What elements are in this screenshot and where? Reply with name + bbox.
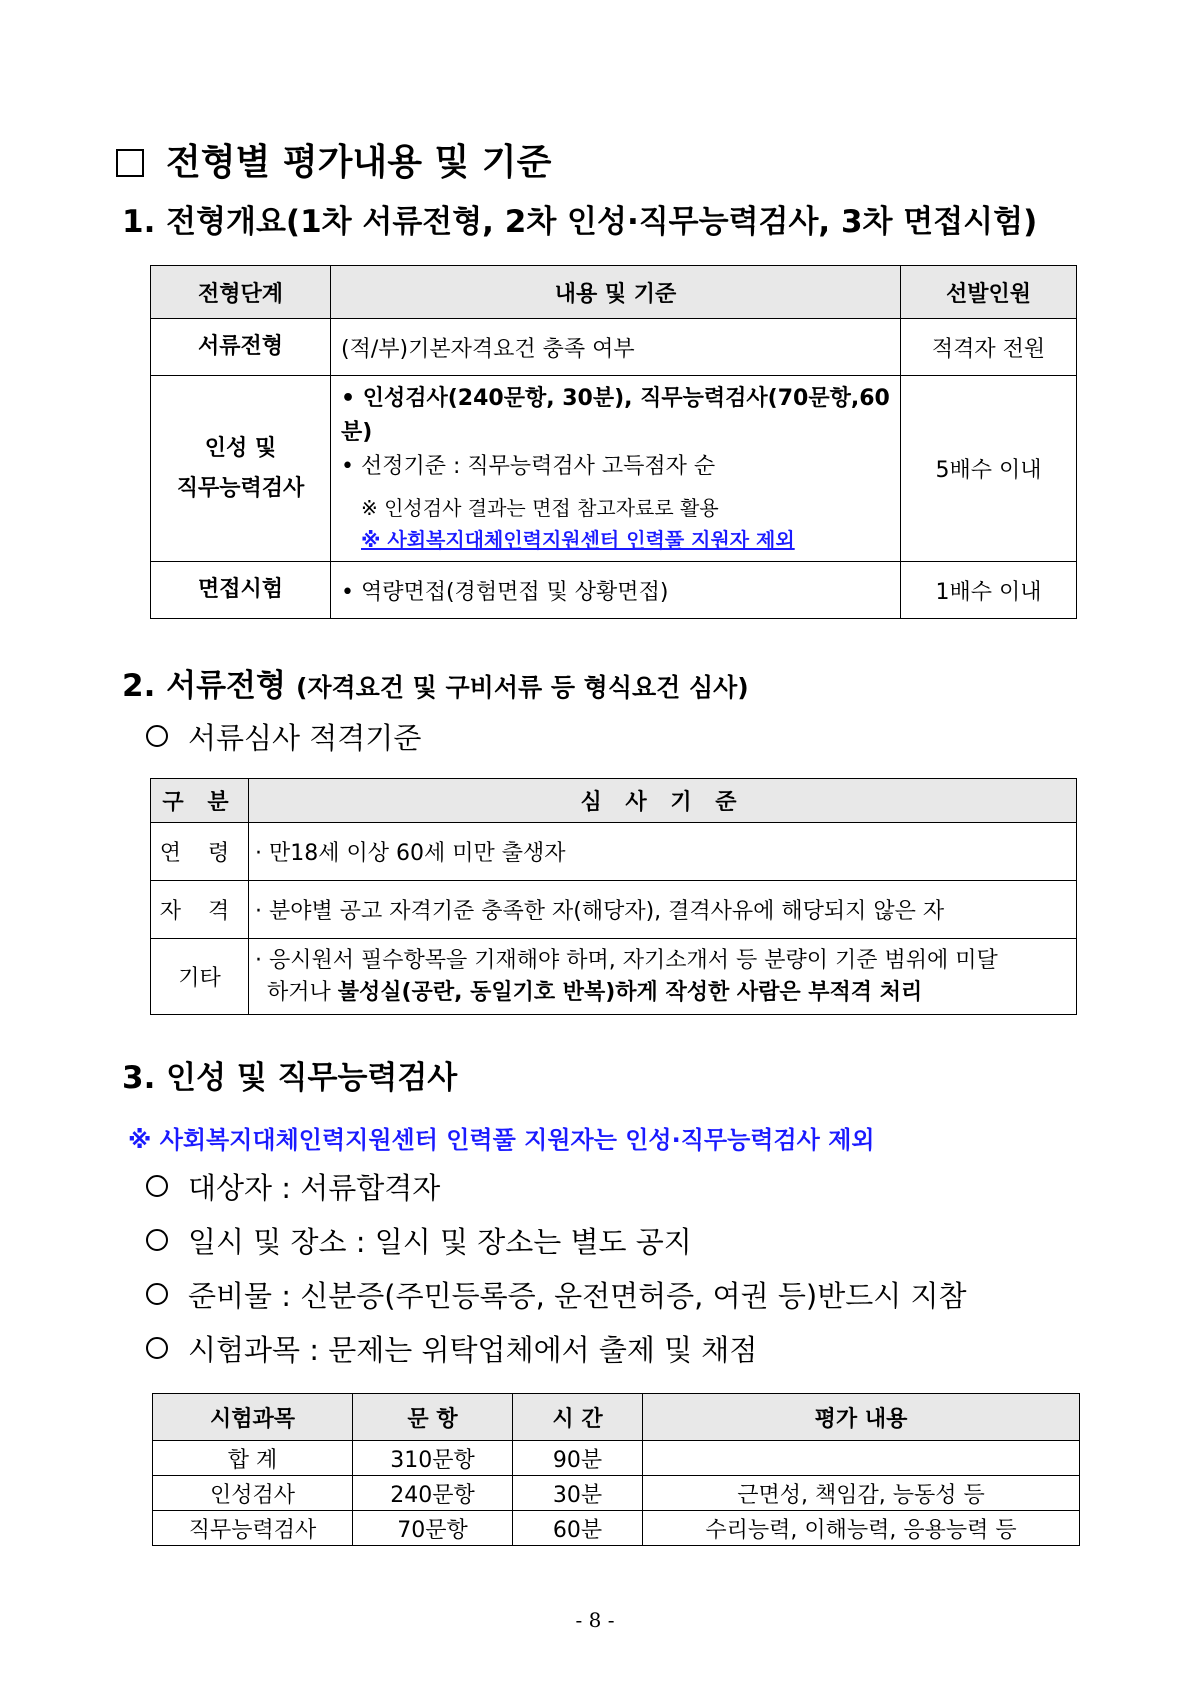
criteria-cell: · 만18세 이상 60세 미만 출생자 (249, 823, 1077, 881)
content-cell: 수리능력, 이해능력, 응용능력 등 (643, 1511, 1080, 1546)
page-number: - 8 - (575, 1608, 615, 1632)
selection-cell: 적격자 전원 (901, 319, 1077, 376)
table-row (151, 562, 1077, 619)
header-subject: 시험과목 (153, 1394, 353, 1441)
header-time: 시 간 (513, 1394, 643, 1441)
items-cell: 70문항 (353, 1511, 513, 1546)
bullet-text: 대상자 : 서류합격자 (188, 1171, 441, 1205)
table-row (151, 319, 1077, 376)
time-cell: 30분 (513, 1476, 643, 1511)
selection-cell: 5배수 이내 (901, 376, 1077, 562)
category-cell: 연 령 (151, 823, 249, 881)
criteria-cell: · 분야별 공고 자격기준 충족한 자(해당자), 결격사유에 해당되지 않은 자 (249, 881, 1077, 939)
header-stage: 전형단계 (151, 266, 331, 319)
section2-heading-text: 2. 서류전형 (122, 668, 286, 704)
selection-cell: 1배수 이내 (901, 562, 1077, 619)
bullet-text: 시험과목 : 문제는 위탁업체에서 출제 및 채점 (188, 1333, 758, 1367)
subject-cell: 합 계 (153, 1441, 353, 1476)
bullet-text: 서류심사 적격기준 (188, 721, 422, 755)
criteria-line (255, 977, 1076, 1009)
criteria-normal-text: 하거나 (267, 979, 338, 1005)
section2-bullet (146, 716, 421, 757)
section1-heading: 1. 전형개요(1차 서류전형, 2차 인성·직무능력검사, 3차 면접시험) (122, 204, 1038, 240)
subject-cell: 직무능력검사 (153, 1511, 353, 1546)
section3-bullet (146, 1274, 966, 1315)
header-selection: 선발인원 (901, 266, 1077, 319)
table-row (151, 376, 1077, 562)
bullet-text: 일시 및 장소 : 일시 및 장소는 별도 공지 (188, 1225, 692, 1259)
circle-bullet-icon (146, 1337, 168, 1359)
content-cell: • 역량면접(경험면접 및 상황면접) (331, 562, 901, 619)
table-row (153, 1511, 1080, 1546)
section3-bullet (146, 1220, 692, 1261)
criteria-line: · 응시원서 필수항목을 기재해야 하며, 자기소개서 등 분량이 기준 범위에 미달 (255, 947, 998, 973)
bullet-text: 준비물 : 신분증(주민등록증, 운전면허증, 여권 등)반드시 지참 (188, 1279, 967, 1313)
table-header-row (151, 266, 1077, 319)
content-bullet: • 선정기준 : 직무능력검사 고득점자 순 (341, 453, 716, 479)
section2-heading-sub: (자격요건 및 구비서류 등 형식요건 심사) (295, 673, 749, 702)
circle-bullet-icon (146, 1229, 168, 1251)
section3-bullet (146, 1328, 757, 1369)
checkbox-square-icon (116, 149, 144, 177)
circle-bullet-icon (146, 725, 168, 747)
circle-bullet-icon (146, 1283, 168, 1305)
criteria-bold-text: 불성실(공란, 동일기호 반복)하게 작성한 사람은 부적격 처리 (337, 979, 923, 1005)
header-criteria: 심 사 기 준 (249, 779, 1077, 823)
table-row (153, 1441, 1080, 1476)
table-row (153, 1476, 1080, 1511)
content-cell (643, 1441, 1080, 1476)
header-items: 문 항 (353, 1394, 513, 1441)
section3-heading: 3. 인성 및 직무능력검사 (122, 1060, 458, 1096)
selection-overview-table (150, 265, 1077, 619)
stage-cell: 면접시험 (151, 562, 331, 619)
content-bullet: • 인성검사(240문항, 30분), 직무능력검사(70문항,60분) (341, 385, 890, 445)
table-header-row (151, 779, 1077, 823)
items-cell: 310문항 (353, 1441, 513, 1476)
items-cell: 240문항 (353, 1476, 513, 1511)
page-title-text: 전형별 평가내용 및 기준 (166, 142, 552, 183)
criteria-cell (249, 939, 1077, 1015)
table-row (151, 939, 1077, 1015)
stage-line: 직무능력검사 (176, 475, 305, 501)
document-screening-table (150, 778, 1077, 1015)
table-header-row (153, 1394, 1080, 1441)
header-content: 평가 내용 (643, 1394, 1080, 1441)
category-cell: 기타 (151, 939, 249, 1015)
time-cell: 60분 (513, 1511, 643, 1546)
subject-cell: 인성검사 (153, 1476, 353, 1511)
content-note: ※ 인성검사 결과는 면접 참고자료로 활용 (361, 495, 719, 520)
table-row (151, 881, 1077, 939)
circle-bullet-icon (146, 1175, 168, 1197)
stage-line: 인성 및 (204, 435, 277, 461)
stage-cell (151, 376, 331, 562)
header-category: 구 분 (151, 779, 249, 823)
stage-cell: 서류전형 (151, 319, 331, 376)
section3-bullet (146, 1166, 440, 1207)
content-cell: 근면성, 책임감, 능동성 등 (643, 1476, 1080, 1511)
content-note-blue: ※ 사회복지대체인력지원센터 인력풀 지원자 제외 (361, 527, 795, 552)
exam-subjects-table (152, 1393, 1080, 1546)
content-cell (331, 376, 901, 562)
header-content: 내용 및 기준 (331, 266, 901, 319)
time-cell: 90분 (513, 1441, 643, 1476)
category-cell: 자 격 (151, 881, 249, 939)
table-row (151, 823, 1077, 881)
content-cell: (적/부)기본자격요건 충족 여부 (331, 319, 901, 376)
page-title (116, 134, 551, 185)
section2-heading (122, 660, 749, 705)
section3-note: ※ 사회복지대체인력지원센터 인력풀 지원자는 인성·직무능력검사 제외 (128, 1126, 875, 1154)
